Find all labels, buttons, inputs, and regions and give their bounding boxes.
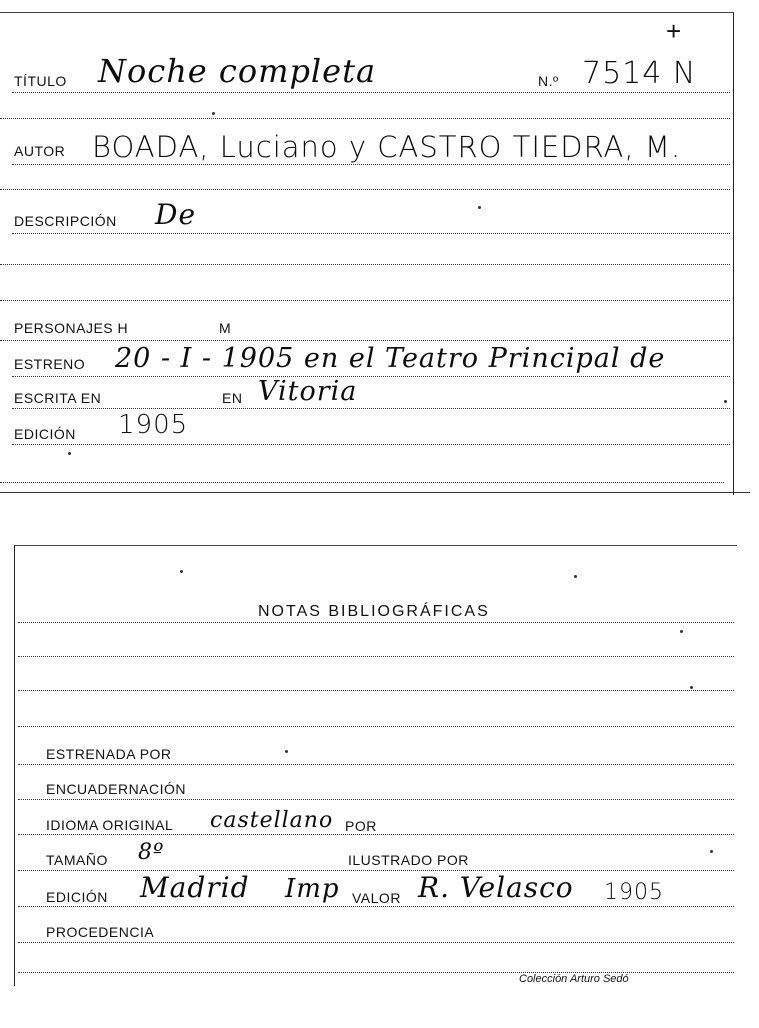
notas-line-2 bbox=[18, 656, 734, 657]
personajes-m-label: M bbox=[219, 320, 232, 336]
estreno-label: ESTRENO bbox=[14, 356, 86, 372]
titulo-label: TÍTULO bbox=[14, 73, 67, 89]
valor-label: VALOR bbox=[352, 890, 401, 906]
edicion2-publisher: R. Velasco bbox=[418, 871, 574, 904]
titulo-value: Noche completa bbox=[98, 52, 377, 90]
edicion-line bbox=[12, 444, 730, 445]
scan-speck bbox=[680, 630, 683, 633]
scan-speck bbox=[710, 850, 713, 853]
scan-speck bbox=[724, 400, 727, 403]
personajes-line bbox=[0, 340, 730, 341]
encuadernacion-label: ENCUADERNACIÓN bbox=[46, 781, 187, 797]
autor-value: BOADA, Luciano y CASTRO TIEDRA, M. bbox=[92, 130, 682, 164]
numero-value: 7514 N bbox=[582, 56, 697, 91]
notas-line-1 bbox=[18, 622, 734, 623]
tamano-label: TAMAÑO bbox=[46, 852, 108, 868]
collection-credit: Colección Arturo Sedó bbox=[519, 973, 629, 985]
plus-mark: + bbox=[666, 16, 682, 46]
blank-line-1 bbox=[0, 118, 730, 119]
escrita-value: Vitoria bbox=[258, 376, 358, 407]
scan-speck bbox=[68, 452, 71, 455]
edicion2-label: EDICIÓN bbox=[46, 889, 108, 905]
descripcion-value: De bbox=[155, 198, 197, 231]
blank-line-2 bbox=[0, 189, 730, 190]
autor-label: AUTOR bbox=[14, 143, 66, 159]
blank-line-3 bbox=[0, 264, 730, 265]
blank-line-4 bbox=[0, 300, 730, 301]
descripcion-line bbox=[12, 233, 730, 234]
edicion2-place: Madrid bbox=[140, 871, 250, 904]
edicion2-year: 1905 bbox=[604, 880, 664, 905]
numero-label: N.º bbox=[538, 73, 559, 89]
scan-speck bbox=[478, 206, 481, 209]
estrenada-line bbox=[18, 764, 734, 765]
idioma-line bbox=[18, 834, 734, 835]
estreno-value: 20 - I - 1905 en el Teatro Principal de bbox=[115, 343, 666, 374]
tamano-value: 8º bbox=[138, 840, 165, 865]
edicion2-imp: Imp bbox=[285, 874, 340, 904]
scan-speck bbox=[285, 750, 288, 753]
idioma-label: IDIOMA ORIGINAL bbox=[46, 817, 174, 833]
titulo-line bbox=[12, 92, 730, 93]
estrenada-label: ESTRENADA POR bbox=[46, 746, 172, 762]
notas-line-4 bbox=[18, 726, 734, 727]
tamano-line bbox=[18, 870, 734, 871]
blank-line-5 bbox=[0, 482, 724, 483]
scan-speck bbox=[212, 112, 215, 115]
scan-speck bbox=[180, 570, 183, 573]
escrita-label: ESCRITA EN bbox=[14, 390, 102, 406]
ilustrado-label: ILUSTRADO POR bbox=[348, 852, 469, 868]
idioma-por-label: POR bbox=[345, 818, 377, 834]
procedencia-line bbox=[18, 942, 734, 943]
edicion2-line bbox=[18, 906, 734, 907]
scan-speck bbox=[574, 575, 577, 578]
encuadernacion-line bbox=[18, 799, 734, 800]
scan-speck bbox=[690, 686, 693, 689]
card-separator bbox=[0, 492, 750, 493]
edicion-value: 1905 bbox=[118, 410, 189, 440]
autor-line bbox=[12, 164, 730, 165]
escrita-en-label: EN bbox=[222, 390, 243, 406]
procedencia-label: PROCEDENCIA bbox=[46, 924, 155, 940]
personajes-label: PERSONAJES H bbox=[14, 320, 129, 336]
escrita-line bbox=[12, 408, 730, 409]
estreno-line bbox=[12, 376, 730, 377]
descripcion-label: DESCRIPCIÓN bbox=[14, 213, 117, 229]
notas-heading: NOTAS BIBLIOGRÁFICAS bbox=[258, 603, 490, 620]
idioma-value: castellano bbox=[210, 808, 334, 833]
edicion-label: EDICIÓN bbox=[14, 426, 76, 442]
notas-line-3 bbox=[18, 690, 734, 691]
